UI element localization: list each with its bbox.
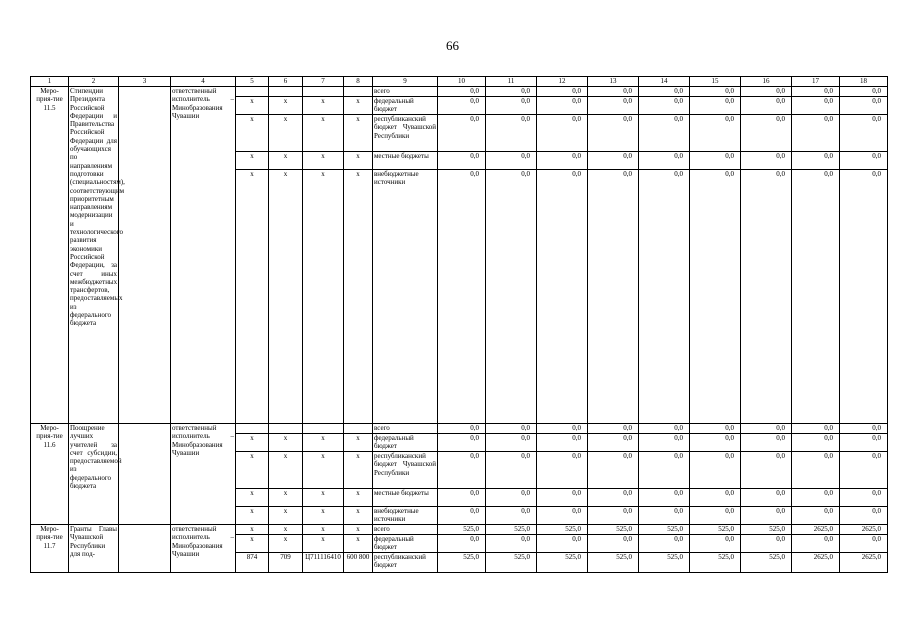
code-cell: [236, 424, 269, 434]
amount-cell: 0,0: [486, 434, 537, 452]
code-cell: x: [269, 525, 303, 535]
amount-cell: 0,0: [690, 87, 741, 97]
amount-cell: 0,0: [840, 87, 888, 97]
code-cell: [236, 87, 269, 97]
amount-cell: 0,0: [486, 87, 537, 97]
empty-cell: [119, 525, 171, 573]
code-cell: x: [303, 507, 344, 525]
amount-cell: 0,0: [537, 97, 588, 115]
amount-cell: 0,0: [840, 452, 888, 489]
code-cell: x: [236, 115, 269, 152]
funding-source: всего: [373, 424, 438, 434]
amount-cell: 0,0: [588, 434, 639, 452]
header-cell: 9: [373, 77, 438, 87]
code-cell: 874: [236, 553, 269, 573]
amount-cell: 0,0: [639, 87, 690, 97]
amount-cell: 2625,0: [792, 553, 840, 573]
code-cell: 709: [269, 553, 303, 573]
amount-cell: 0,0: [840, 489, 888, 507]
amount-cell: 525,0: [639, 525, 690, 535]
code-cell: x: [269, 452, 303, 489]
amount-cell: 0,0: [639, 489, 690, 507]
code-cell: x: [269, 489, 303, 507]
code-cell: [303, 87, 344, 97]
amount-cell: 525,0: [741, 525, 792, 535]
amount-cell: 0,0: [588, 97, 639, 115]
header-cell: 11: [486, 77, 537, 87]
funding-source: республиканский бюджет Чувашской Республики: [373, 115, 438, 152]
amount-cell: 0,0: [741, 115, 792, 152]
amount-cell: 0,0: [840, 434, 888, 452]
code-cell: x: [344, 489, 373, 507]
code-cell: x: [269, 97, 303, 115]
page-number: 66: [446, 38, 459, 53]
measure-name: Меро-прия-тие 11.7: [31, 525, 69, 573]
amount-cell: 0,0: [537, 507, 588, 525]
measure-description: Стипендии Президента Российской Федерации и Правительства Российской Федерации для обучающихся по направлениям подготовки (специальностям), соответствующим приоритетным направлениям модернизации и технологического развития экономики Российской Федерации, за счет иных межбюджетных трансфертов, предоставляемых из федерального бюджета: [69, 87, 119, 424]
header-cell: 6: [269, 77, 303, 87]
funding-source: местные бюджеты: [373, 489, 438, 507]
amount-cell: 0,0: [486, 152, 537, 170]
funding-source: всего: [373, 87, 438, 97]
code-cell: [344, 424, 373, 434]
code-cell: x: [344, 535, 373, 553]
amount-cell: 0,0: [537, 535, 588, 553]
amount-cell: 0,0: [840, 152, 888, 170]
amount-cell: 0,0: [792, 452, 840, 489]
amount-cell: 0,0: [840, 97, 888, 115]
amount-cell: 0,0: [639, 115, 690, 152]
code-cell: x: [344, 115, 373, 152]
amount-cell: 0,0: [486, 115, 537, 152]
amount-cell: 0,0: [486, 424, 537, 434]
amount-cell: 0,0: [639, 434, 690, 452]
amount-cell: 0,0: [537, 152, 588, 170]
code-cell: x: [269, 434, 303, 452]
amount-cell: 0,0: [438, 97, 486, 115]
amount-cell: 2625,0: [792, 525, 840, 535]
funding-source: всего: [373, 525, 438, 535]
amount-cell: 0,0: [438, 434, 486, 452]
code-cell: x: [303, 452, 344, 489]
funding-source: внебюджетные источники: [373, 507, 438, 525]
amount-cell: 0,0: [486, 97, 537, 115]
amount-cell: 0,0: [690, 115, 741, 152]
code-cell: x: [344, 434, 373, 452]
amount-cell: 0,0: [741, 87, 792, 97]
funding-source: внебюджетные источники: [373, 170, 438, 424]
amount-cell: 0,0: [639, 507, 690, 525]
amount-cell: 0,0: [639, 535, 690, 553]
code-cell: x: [236, 434, 269, 452]
amount-cell: 525,0: [588, 553, 639, 573]
measure-description: Гранты Главы Чувашской Республики для под-: [69, 525, 119, 573]
amount-cell: 0,0: [588, 535, 639, 553]
amount-cell: 0,0: [792, 97, 840, 115]
funding-source: федеральный бюджет: [373, 434, 438, 452]
amount-cell: 0,0: [690, 424, 741, 434]
header-row: [31, 77, 888, 87]
empty-cell: [119, 87, 171, 424]
code-cell: x: [236, 535, 269, 553]
budget-table: [30, 76, 888, 573]
code-cell: x: [236, 97, 269, 115]
code-cell: [344, 87, 373, 97]
amount-cell: 0,0: [486, 170, 537, 424]
amount-cell: 0,0: [690, 97, 741, 115]
code-cell: x: [269, 170, 303, 424]
amount-cell: 2625,0: [840, 525, 888, 535]
header-cell: 12: [537, 77, 588, 87]
code-cell: x: [236, 525, 269, 535]
amount-cell: 0,0: [588, 152, 639, 170]
amount-cell: 0,0: [690, 489, 741, 507]
amount-cell: 525,0: [690, 553, 741, 573]
code-cell: x: [303, 170, 344, 424]
amount-cell: 0,0: [840, 535, 888, 553]
amount-cell: 0,0: [537, 424, 588, 434]
code-cell: x: [344, 507, 373, 525]
amount-cell: 0,0: [741, 424, 792, 434]
code-cell: x: [269, 115, 303, 152]
amount-cell: 0,0: [537, 115, 588, 152]
amount-cell: 525,0: [588, 525, 639, 535]
header-cell: 18: [840, 77, 888, 87]
amount-cell: 0,0: [690, 152, 741, 170]
amount-cell: 0,0: [792, 87, 840, 97]
amount-cell: 0,0: [792, 489, 840, 507]
amount-cell: 2625,0: [840, 553, 888, 573]
amount-cell: 525,0: [690, 525, 741, 535]
funding-source: республиканский бюджет: [373, 553, 438, 573]
code-cell: x: [236, 170, 269, 424]
code-cell: Ц711116410: [303, 553, 344, 573]
measure-description: Поощрение лучших учителей за счет субсидии, предоставляемой из федерального бюджета: [69, 424, 119, 525]
amount-cell: 0,0: [438, 424, 486, 434]
amount-cell: 0,0: [690, 507, 741, 525]
amount-cell: 0,0: [741, 489, 792, 507]
code-cell: x: [236, 452, 269, 489]
amount-cell: 0,0: [486, 489, 537, 507]
funding-source: местные бюджеты: [373, 152, 438, 170]
amount-cell: 0,0: [537, 452, 588, 489]
amount-cell: 0,0: [741, 452, 792, 489]
header-cell: 10: [438, 77, 486, 87]
amount-cell: 525,0: [486, 525, 537, 535]
code-cell: [269, 87, 303, 97]
header-cell: 2: [69, 77, 119, 87]
amount-cell: 0,0: [690, 452, 741, 489]
amount-cell: 0,0: [588, 170, 639, 424]
amount-cell: 0,0: [792, 434, 840, 452]
code-cell: 600 800: [344, 553, 373, 573]
amount-cell: 0,0: [537, 87, 588, 97]
table-row: [31, 87, 888, 97]
code-cell: x: [303, 434, 344, 452]
amount-cell: 525,0: [639, 553, 690, 573]
code-cell: x: [236, 152, 269, 170]
code-cell: x: [269, 507, 303, 525]
table-row: [31, 525, 888, 535]
amount-cell: 0,0: [741, 535, 792, 553]
measure-name: Меро-прия-тие 11.6: [31, 424, 69, 525]
amount-cell: 0,0: [741, 170, 792, 424]
code-cell: x: [303, 97, 344, 115]
amount-cell: 0,0: [486, 535, 537, 553]
table-row: [31, 424, 888, 434]
amount-cell: 525,0: [438, 525, 486, 535]
amount-cell: 0,0: [639, 452, 690, 489]
responsible-executor: ответственный исполнитель – Минобразования Чувашии: [171, 525, 236, 573]
code-cell: x: [269, 535, 303, 553]
amount-cell: 0,0: [588, 87, 639, 97]
amount-cell: 0,0: [537, 489, 588, 507]
amount-cell: 0,0: [639, 97, 690, 115]
amount-cell: 0,0: [639, 424, 690, 434]
header-cell: 1: [31, 77, 69, 87]
amount-cell: 525,0: [438, 553, 486, 573]
amount-cell: 0,0: [690, 535, 741, 553]
header-cell: 16: [741, 77, 792, 87]
amount-cell: 0,0: [537, 434, 588, 452]
code-cell: x: [303, 152, 344, 170]
header-cell: 8: [344, 77, 373, 87]
amount-cell: 0,0: [792, 424, 840, 434]
amount-cell: 0,0: [792, 152, 840, 170]
amount-cell: 0,0: [588, 424, 639, 434]
code-cell: x: [269, 152, 303, 170]
amount-cell: 0,0: [690, 170, 741, 424]
amount-cell: 0,0: [792, 507, 840, 525]
code-cell: x: [303, 489, 344, 507]
amount-cell: 0,0: [438, 87, 486, 97]
amount-cell: 0,0: [792, 115, 840, 152]
code-cell: x: [303, 535, 344, 553]
amount-cell: 0,0: [741, 507, 792, 525]
amount-cell: 0,0: [438, 452, 486, 489]
code-cell: x: [236, 507, 269, 525]
amount-cell: 0,0: [840, 507, 888, 525]
amount-cell: 0,0: [486, 507, 537, 525]
amount-cell: 0,0: [792, 170, 840, 424]
code-cell: [303, 424, 344, 434]
amount-cell: 0,0: [588, 115, 639, 152]
code-cell: [269, 424, 303, 434]
amount-cell: 0,0: [639, 170, 690, 424]
amount-cell: 0,0: [438, 507, 486, 525]
funding-source: федеральный бюджет: [373, 97, 438, 115]
amount-cell: 0,0: [588, 452, 639, 489]
amount-cell: 525,0: [741, 553, 792, 573]
header-cell: 14: [639, 77, 690, 87]
code-cell: x: [303, 525, 344, 535]
header-cell: 7: [303, 77, 344, 87]
header-cell: 15: [690, 77, 741, 87]
header-cell: 5: [236, 77, 269, 87]
amount-cell: 0,0: [438, 115, 486, 152]
amount-cell: 0,0: [438, 152, 486, 170]
amount-cell: 0,0: [741, 152, 792, 170]
amount-cell: 0,0: [840, 424, 888, 434]
amount-cell: 0,0: [690, 434, 741, 452]
amount-cell: 0,0: [741, 97, 792, 115]
amount-cell: 0,0: [438, 489, 486, 507]
funding-source: республиканский бюджет Чувашской Республики: [373, 452, 438, 489]
amount-cell: 0,0: [741, 434, 792, 452]
funding-source: федеральный бюджет: [373, 535, 438, 553]
amount-cell: 525,0: [537, 553, 588, 573]
code-cell: x: [344, 170, 373, 424]
header-cell: 17: [792, 77, 840, 87]
table-body: [31, 77, 888, 573]
code-cell: x: [344, 97, 373, 115]
empty-cell: [119, 424, 171, 525]
header-cell: 4: [171, 77, 236, 87]
code-cell: x: [344, 452, 373, 489]
code-cell: x: [344, 525, 373, 535]
header-cell: 3: [119, 77, 171, 87]
amount-cell: 0,0: [438, 170, 486, 424]
amount-cell: 0,0: [840, 170, 888, 424]
amount-cell: 525,0: [537, 525, 588, 535]
amount-cell: 0,0: [486, 452, 537, 489]
code-cell: x: [303, 115, 344, 152]
header-cell: 13: [588, 77, 639, 87]
amount-cell: 0,0: [792, 535, 840, 553]
amount-cell: 0,0: [537, 170, 588, 424]
responsible-executor: ответственный исполнитель – Минобразования Чувашии: [171, 424, 236, 525]
amount-cell: 0,0: [588, 489, 639, 507]
code-cell: x: [236, 489, 269, 507]
responsible-executor: ответственный исполнитель – Минобразования Чувашии: [171, 87, 236, 424]
amount-cell: 0,0: [840, 115, 888, 152]
code-cell: x: [344, 152, 373, 170]
amount-cell: 0,0: [588, 507, 639, 525]
measure-name: Меро-прия-тие 11.5: [31, 87, 69, 424]
amount-cell: 525,0: [486, 553, 537, 573]
amount-cell: 0,0: [639, 152, 690, 170]
amount-cell: 0,0: [438, 535, 486, 553]
